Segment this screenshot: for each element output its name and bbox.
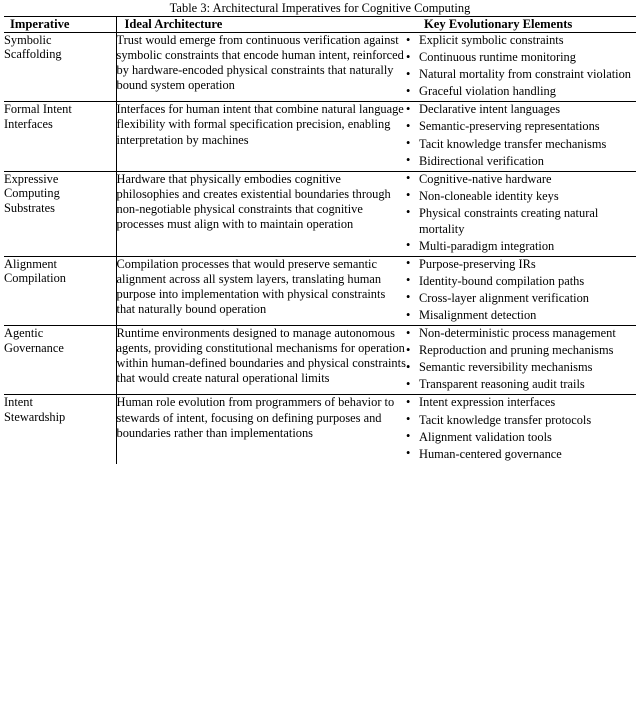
- list-item: • Semantic reversibility mechanisms: [406, 360, 636, 376]
- elements-list: [406, 33, 636, 100]
- cell-imperative: [4, 171, 116, 256]
- table-row: [4, 395, 636, 464]
- imperative-line: Formal Intent: [4, 102, 72, 117]
- architectural-imperatives-table: [4, 16, 636, 464]
- elements-list: [406, 395, 636, 462]
- elements-list: [406, 172, 636, 254]
- list-item: • Intent expression interfaces: [406, 395, 636, 411]
- list-item: • Semantic-preserving representations: [406, 119, 636, 135]
- imperative-line: Compilation: [4, 271, 66, 286]
- list-item: • Cross-layer alignment verification: [406, 291, 636, 307]
- list-item: • Natural mortality from constraint violation: [406, 67, 636, 83]
- list-item: • Transparent reasoning audit trails: [406, 377, 636, 393]
- elements-list: [406, 102, 636, 169]
- cell-imperative: [4, 33, 116, 102]
- cell-imperative: [4, 326, 116, 395]
- table-body: [4, 33, 636, 464]
- table-row: [4, 33, 636, 102]
- list-item: • Identity-bound compilation paths: [406, 274, 636, 290]
- imperative-line: Intent: [4, 395, 33, 410]
- list-item: • Reproduction and pruning mechanisms: [406, 343, 636, 359]
- table-row: [4, 256, 636, 325]
- elements-list: [406, 326, 636, 393]
- imperative-line: Substrates: [4, 200, 55, 215]
- cell-key-elements: [406, 326, 636, 395]
- cell-architecture: Compilation processes that would preserve semantic alignment across all system layers, translating human purpose into implementation with physical constraints that naturally bound operation: [116, 256, 406, 325]
- table-row: [4, 102, 636, 171]
- list-item: • Bidirectional verification: [406, 154, 636, 170]
- list-item: • Human-centered governance: [406, 447, 636, 463]
- cell-key-elements: [406, 102, 636, 171]
- imperative-line: Governance: [4, 340, 64, 355]
- cell-imperative: [4, 395, 116, 464]
- cell-key-elements: [406, 256, 636, 325]
- list-item: • Cognitive-native hardware: [406, 172, 636, 188]
- elements-list: [406, 257, 636, 324]
- list-item: • Tacit knowledge transfer protocols: [406, 413, 636, 429]
- list-item: • Physical constraints creating natural mortality: [406, 206, 636, 237]
- cell-key-elements: [406, 33, 636, 102]
- list-item: • Graceful violation handling: [406, 84, 636, 100]
- table-caption: Table 3: Architectural Imperatives for Cognitive Computing: [169, 1, 471, 15]
- list-item: • Misalignment detection: [406, 308, 636, 324]
- cell-architecture: Interfaces for human intent that combine natural language flexibility with formal specification precision, enabling interpretation by machines: [116, 102, 406, 171]
- list-item: • Non-deterministic process management: [406, 326, 636, 342]
- table-row: [4, 171, 636, 256]
- imperative-line: Symbolic: [4, 33, 52, 47]
- cell-key-elements: [406, 395, 636, 464]
- table-header-row: [4, 17, 636, 33]
- table-row: [4, 326, 636, 395]
- imperative-line: Agentic: [4, 326, 44, 341]
- imperative-line: Stewardship: [4, 409, 66, 424]
- column-header-imperative: Imperative: [4, 17, 116, 33]
- imperative-line: Computing: [4, 186, 60, 201]
- imperative-line: Interfaces: [4, 116, 53, 131]
- list-item: • Tacit knowledge transfer mechanisms: [406, 137, 636, 153]
- list-item: • Non-cloneable identity keys: [406, 189, 636, 205]
- cell-imperative: [4, 102, 116, 171]
- list-item: • Purpose-preserving IRs: [406, 257, 636, 273]
- imperative-line: Alignment: [4, 256, 57, 271]
- column-header-key-evolutionary-elements: Key Evolutionary Elements: [406, 17, 636, 33]
- cell-architecture: Hardware that physically embodies cognitive philosophies and creates existential boundaries through non-negotiable physical constraints that cognitive processes must align with to maintain operation: [116, 171, 406, 256]
- imperative-line: Scaffolding: [4, 47, 62, 62]
- list-item: • Alignment validation tools: [406, 430, 636, 446]
- list-item: • Continuous runtime monitoring: [406, 50, 636, 66]
- column-header-ideal-architecture: Ideal Architecture: [116, 17, 406, 33]
- cell-imperative: [4, 256, 116, 325]
- cell-architecture: Runtime environments designed to manage autonomous agents, providing constitutional mechanisms for operation within human-defined boundaries and physical constraints that would create natural operational limits: [116, 326, 406, 395]
- list-item: • Explicit symbolic constraints: [406, 33, 636, 49]
- cell-key-elements: [406, 171, 636, 256]
- list-item: • Multi-paradigm integration: [406, 239, 636, 255]
- cell-architecture: Trust would emerge from continuous verification against symbolic constraints that encode human intent, reinforced by hardware-encoded physical constraints that naturally bound system operation: [116, 33, 406, 102]
- list-item: • Declarative intent languages: [406, 102, 636, 118]
- cell-architecture: Human role evolution from programmers of behavior to stewards of intent, focusing on defining purposes and boundaries rather than implementations: [116, 395, 395, 440]
- imperative-line: Expressive: [4, 171, 59, 186]
